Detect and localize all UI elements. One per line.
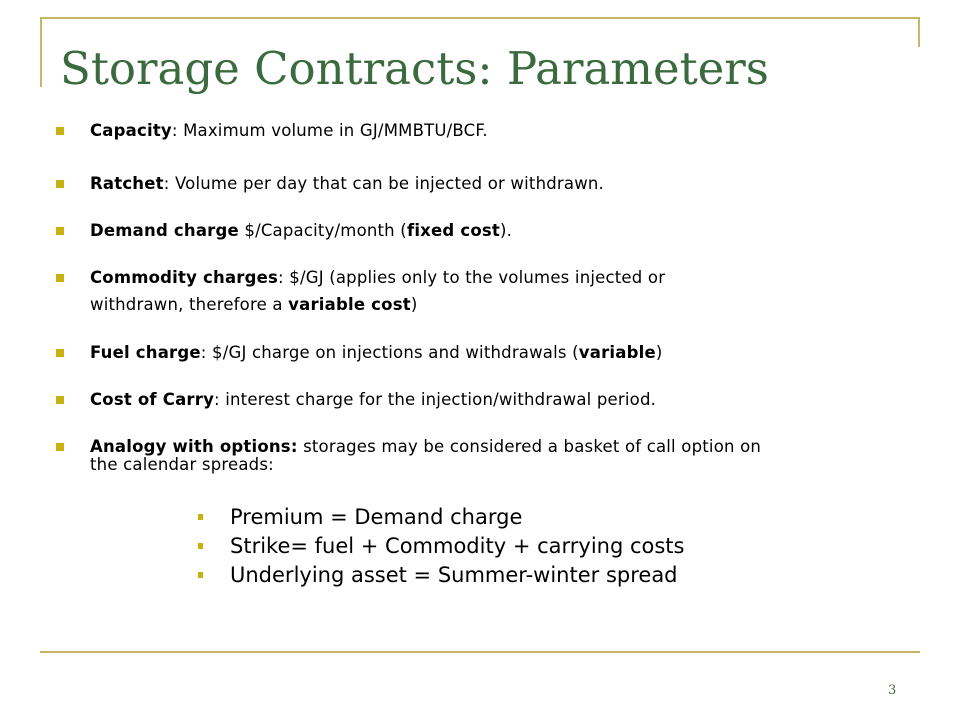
bullet-marker bbox=[56, 274, 64, 282]
bullet-label: Analogy with options: bbox=[90, 437, 298, 456]
bullet-text: ) bbox=[655, 343, 663, 362]
bullet-marker bbox=[56, 349, 64, 357]
bullet-capacity bbox=[90, 119, 488, 143]
sub-bullet-underlying-asset: Underlying asset = Summer-winter spread bbox=[230, 563, 678, 587]
bullet-label: Capacity bbox=[90, 121, 172, 140]
frame-right-line bbox=[918, 17, 920, 47]
sub-bullet-strike: Strike= fuel + Commodity + carrying costs bbox=[230, 534, 685, 558]
bullet-label: Demand charge bbox=[90, 221, 239, 240]
bullet-text: the calendar spreads: bbox=[90, 455, 274, 474]
bullet-text: ). bbox=[500, 221, 513, 240]
bullet-text: : $/GJ charge on injections and withdrawals ( bbox=[200, 343, 579, 362]
bullet-label: Fuel charge bbox=[90, 343, 201, 362]
frame-left-line bbox=[40, 17, 42, 87]
bullet-emphasis: variable cost bbox=[288, 295, 411, 314]
bullet-text: withdrawn, therefore a bbox=[90, 295, 289, 314]
bullet-text: $/Capacity/month ( bbox=[238, 221, 407, 240]
slide-title: Storage Contracts: Parameters bbox=[60, 42, 769, 95]
bullet-commodity-charges bbox=[90, 266, 665, 290]
bullet-commodity-charges-continued bbox=[90, 293, 417, 317]
bullet-ratchet bbox=[90, 172, 604, 196]
bullet-text: : interest charge for the injection/withdrawal period. bbox=[214, 390, 657, 409]
bullet-text: : Maximum volume in GJ/MMBTU/BCF. bbox=[171, 121, 488, 140]
bullet-label: Cost of Carry bbox=[90, 390, 215, 409]
bullet-marker bbox=[56, 180, 64, 188]
frame-bottom-line bbox=[40, 651, 920, 653]
bullet-label: Commodity charges bbox=[90, 268, 279, 287]
sub-bullet-premium: Premium = Demand charge bbox=[230, 505, 523, 529]
bullet-text: : Volume per day that can be injected or withdrawn. bbox=[163, 174, 604, 193]
bullet-demand-charge bbox=[90, 219, 512, 243]
bullet-analogy-continued bbox=[90, 453, 274, 477]
bullet-cost-of-carry bbox=[90, 388, 656, 412]
bullet-label: Ratchet bbox=[90, 174, 164, 193]
bullet-marker bbox=[56, 443, 64, 451]
bullet-text: : $/GJ (applies only to the volumes injected or bbox=[278, 268, 666, 287]
bullet-text: storages may be considered a basket of call option on bbox=[297, 437, 762, 456]
bullet-marker bbox=[56, 127, 64, 135]
sub-bullet-marker bbox=[198, 572, 203, 578]
bullet-marker bbox=[56, 396, 64, 404]
bullet-text: ) bbox=[410, 295, 418, 314]
sub-bullet-marker bbox=[198, 543, 203, 549]
bullet-marker bbox=[56, 227, 64, 235]
bullet-fuel-charge bbox=[90, 341, 663, 365]
frame-top-line bbox=[40, 17, 920, 19]
bullet-emphasis: variable bbox=[578, 343, 656, 362]
bullet-emphasis: fixed cost bbox=[406, 221, 500, 240]
page-number: 3 bbox=[888, 683, 897, 698]
sub-bullet-marker bbox=[198, 514, 203, 520]
